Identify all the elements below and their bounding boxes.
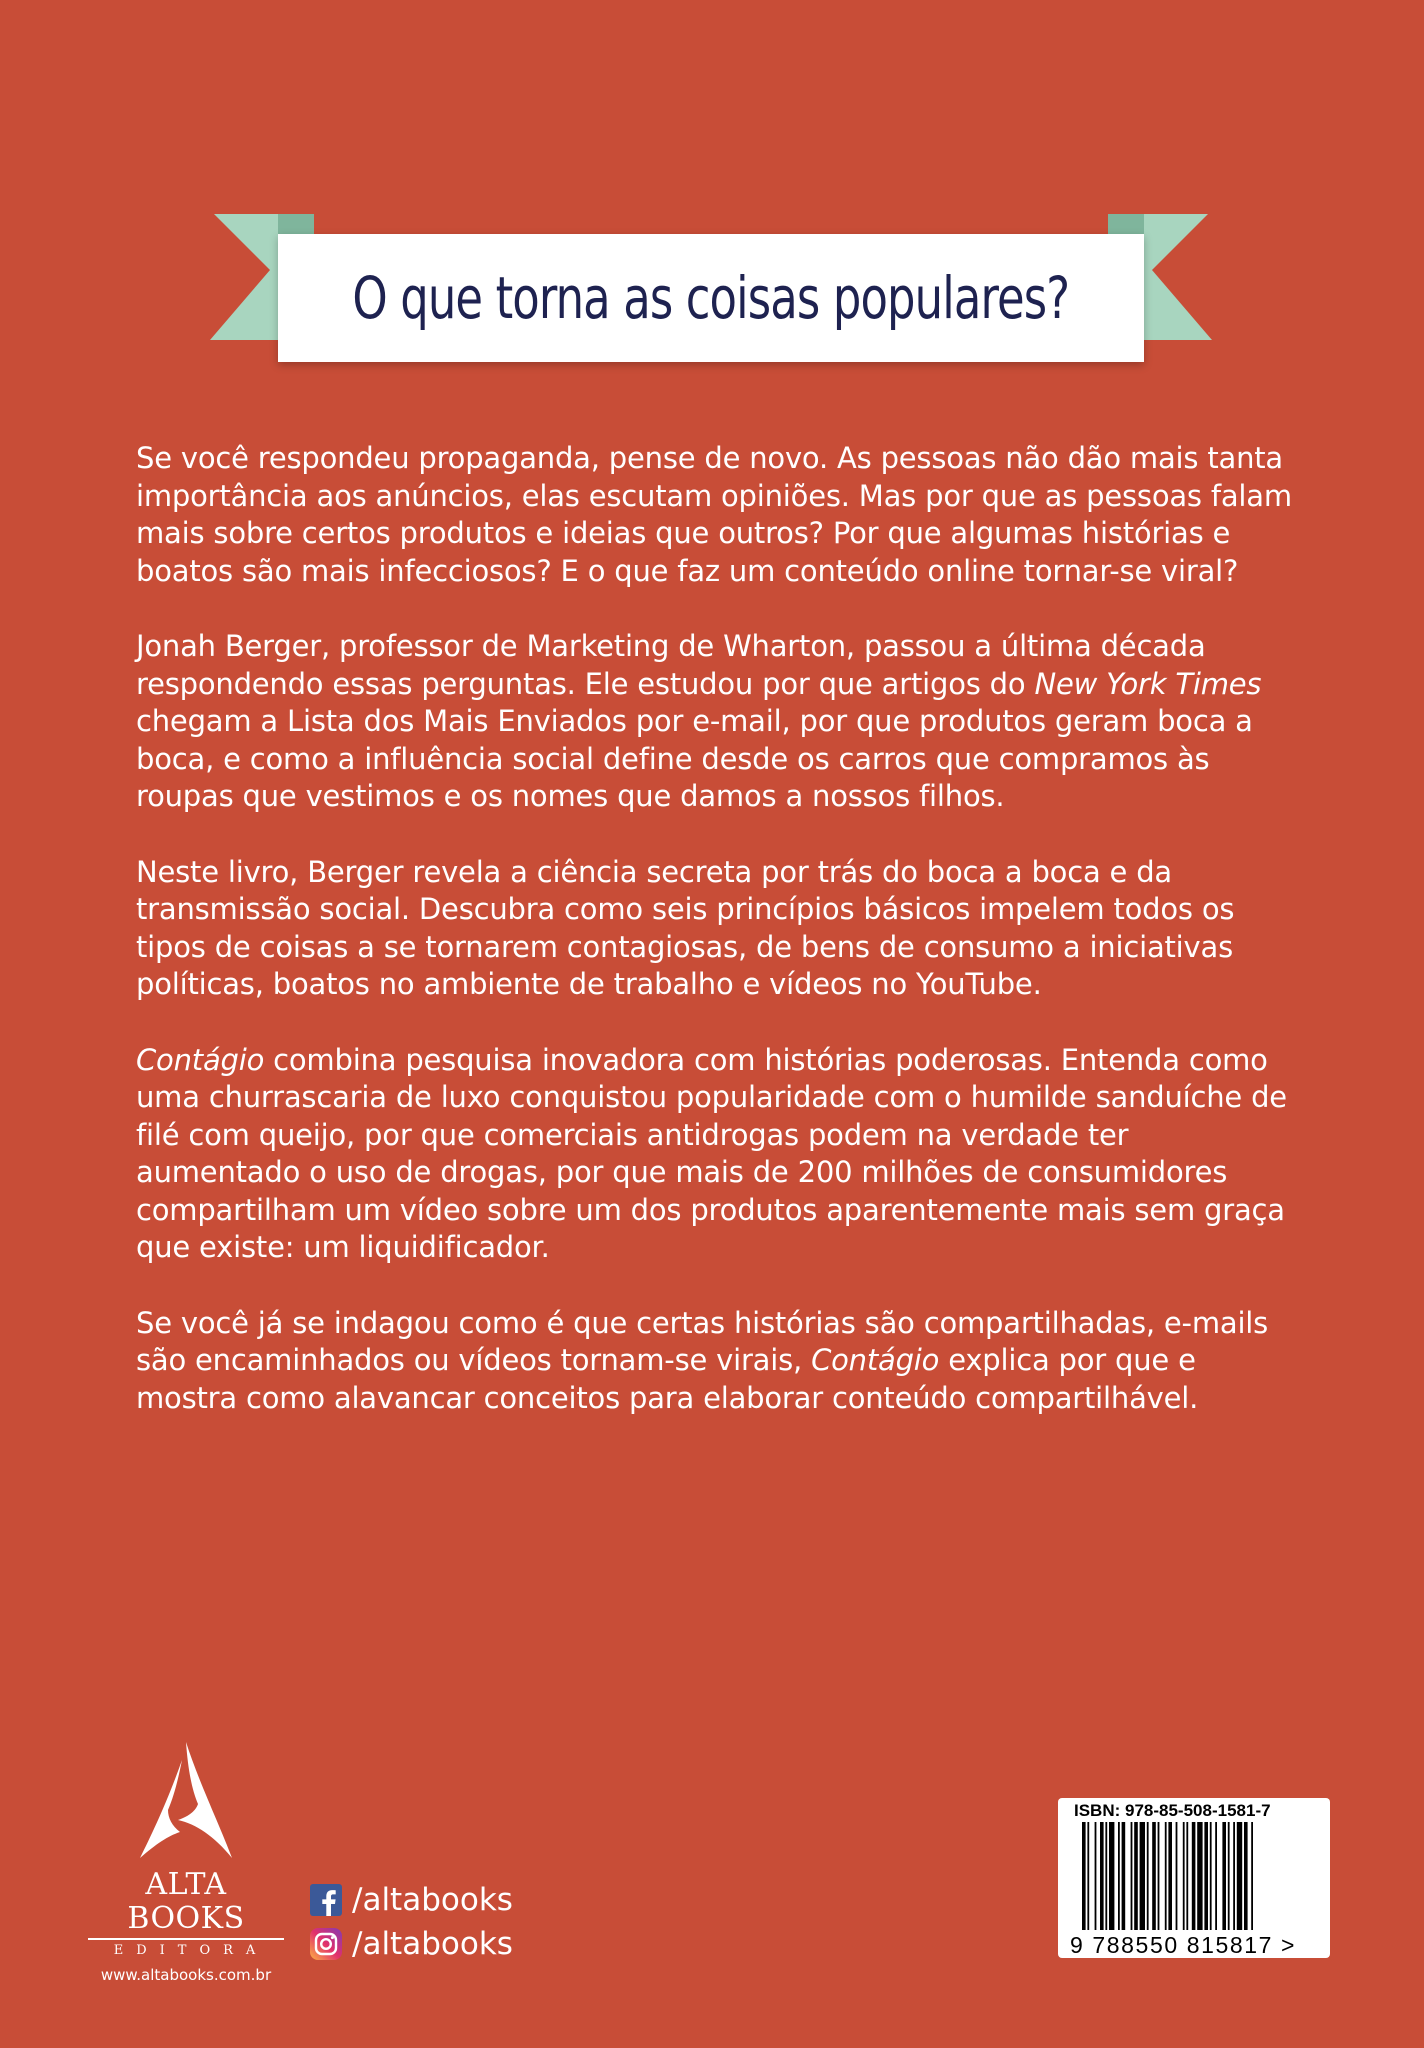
barcode-bar [1233, 1822, 1235, 1930]
paragraph-5 [136, 1305, 1296, 1418]
publisher-website[interactable]: www.altabooks.com.br [100, 1966, 272, 1984]
publisher-sub: EDITORA [113, 1943, 269, 1958]
barcode-bar [1215, 1822, 1217, 1930]
barcode-bar [1210, 1822, 1212, 1930]
barcode-bar [1100, 1822, 1104, 1930]
barcode-bar [1105, 1822, 1107, 1930]
barcode-bar [1158, 1822, 1160, 1930]
facebook-icon [310, 1884, 342, 1916]
back-cover-blurb [136, 440, 1296, 1455]
barcode-bar [1204, 1822, 1208, 1930]
paragraph-4-italic: Contágio [136, 1042, 265, 1077]
social-links [310, 1878, 513, 1966]
sail-logo-icon [138, 1740, 234, 1864]
barcode-bar [1251, 1822, 1253, 1930]
paragraph-2-italic: New York Times [1034, 666, 1262, 701]
isbn-digits: 9 788550 815817 > [1070, 1932, 1297, 1958]
barcode-bar [1168, 1822, 1172, 1930]
facebook-link[interactable] [310, 1878, 513, 1922]
paragraph-3: Neste livro, Berger revela a ciência secreta por trás do boca a boca e da transmissão social. Descubra como seis princípios básicos impelem todos os tipos de coisas a se tornarem contagiosas, de bens de consumo a iniciativas políticas, boatos no ambiente de trabalho e vídeos no YouTube. [136, 854, 1235, 1001]
barcode-bar [1197, 1822, 1202, 1930]
barcode-bar [1165, 1822, 1167, 1930]
barcode-bar [1122, 1822, 1126, 1930]
paragraph-2-text-b: chegam a Lista dos Mais Enviados por e-mail, por que produtos geram boca a boca, e como a influência social define desde os carros que compramos às roupas que vestimos e os nomes que damos a nossos filhos. [136, 704, 1253, 813]
barcode-bars [1082, 1822, 1310, 1934]
barcode-bar [1082, 1822, 1086, 1930]
barcode-bar [1244, 1822, 1248, 1930]
barcode-bar [1222, 1822, 1226, 1930]
isbn-label: ISBN: 978-85-508-1581-7 [1074, 1801, 1271, 1820]
paragraph-4 [136, 1042, 1296, 1267]
paragraph-4-text: combina pesquisa inovadora com histórias poderosas. Entenda como uma churrascaria de luxo conquistou popularidade com o humilde sanduíche de filé com queijo, por que comerciais antidrogas podem na verdade ter aumentado o uso de drogas, por que mais de 200 milhões de consumidores compartilham um vídeo sobre um dos produtos aparentemente mais sem graça que existe: um liquidificador. [136, 1042, 1287, 1264]
barcode-bar [1134, 1822, 1138, 1930]
paragraph-5-text-b: explica por que e mostra como alavancar conceitos para elaborar conteúdo compartilhável. [136, 1343, 1199, 1415]
facebook-handle: /altabooks [352, 1882, 513, 1918]
title-banner [210, 210, 1212, 366]
barcode-bar [1152, 1822, 1156, 1930]
barcode-bar [1095, 1822, 1097, 1930]
barcode-bar [1140, 1822, 1145, 1930]
logo-divider [88, 1938, 284, 1940]
barcode-bar [1087, 1822, 1089, 1930]
paragraph-5-text-a: Se você já se indagou como é que certas histórias são compartilhadas, e-mails são encaminhados ou vídeos tornam-se virais, [136, 1305, 1269, 1377]
publisher-logo [86, 1740, 286, 1984]
barcode-bar [1118, 1822, 1120, 1930]
barcode-bar [1186, 1822, 1188, 1930]
barcode-bar [1147, 1822, 1149, 1930]
barcode-bar [1183, 1822, 1185, 1930]
instagram-link[interactable] [310, 1922, 513, 1966]
barcode-bar [1192, 1822, 1196, 1930]
paragraph-2 [136, 628, 1296, 816]
barcode-bar [1109, 1822, 1114, 1930]
instagram-icon [310, 1928, 342, 1960]
publisher-name: ALTA BOOKS [127, 1867, 245, 1936]
banner-card [278, 234, 1144, 362]
paragraph-2-text-a: Jonah Berger, professor de Marketing de Wharton, passou a última década respondendo essas perguntas. Ele estudou por que artigos do [136, 629, 1206, 701]
page-title: O que torna as coisas populares? [352, 264, 1070, 332]
paragraph-1: Se você respondeu propaganda, pense de novo. As pessoas não dão mais tanta importância aos anúncios, elas escutam opiniões. Mas por que as pessoas falam mais sobre certos produtos e ideias que outros? Por que algumas histórias e boatos são mais infecciosos? E o que faz um conteúdo online tornar-se viral? [136, 441, 1292, 588]
barcode-bar [1131, 1822, 1133, 1930]
barcode-bar [1228, 1822, 1230, 1930]
barcode-bar [1237, 1822, 1242, 1930]
isbn-barcode [1058, 1798, 1330, 1958]
barcode-bar [1176, 1822, 1178, 1930]
instagram-handle: /altabooks [352, 1926, 513, 1962]
paragraph-5-italic: Contágio [811, 1343, 940, 1377]
